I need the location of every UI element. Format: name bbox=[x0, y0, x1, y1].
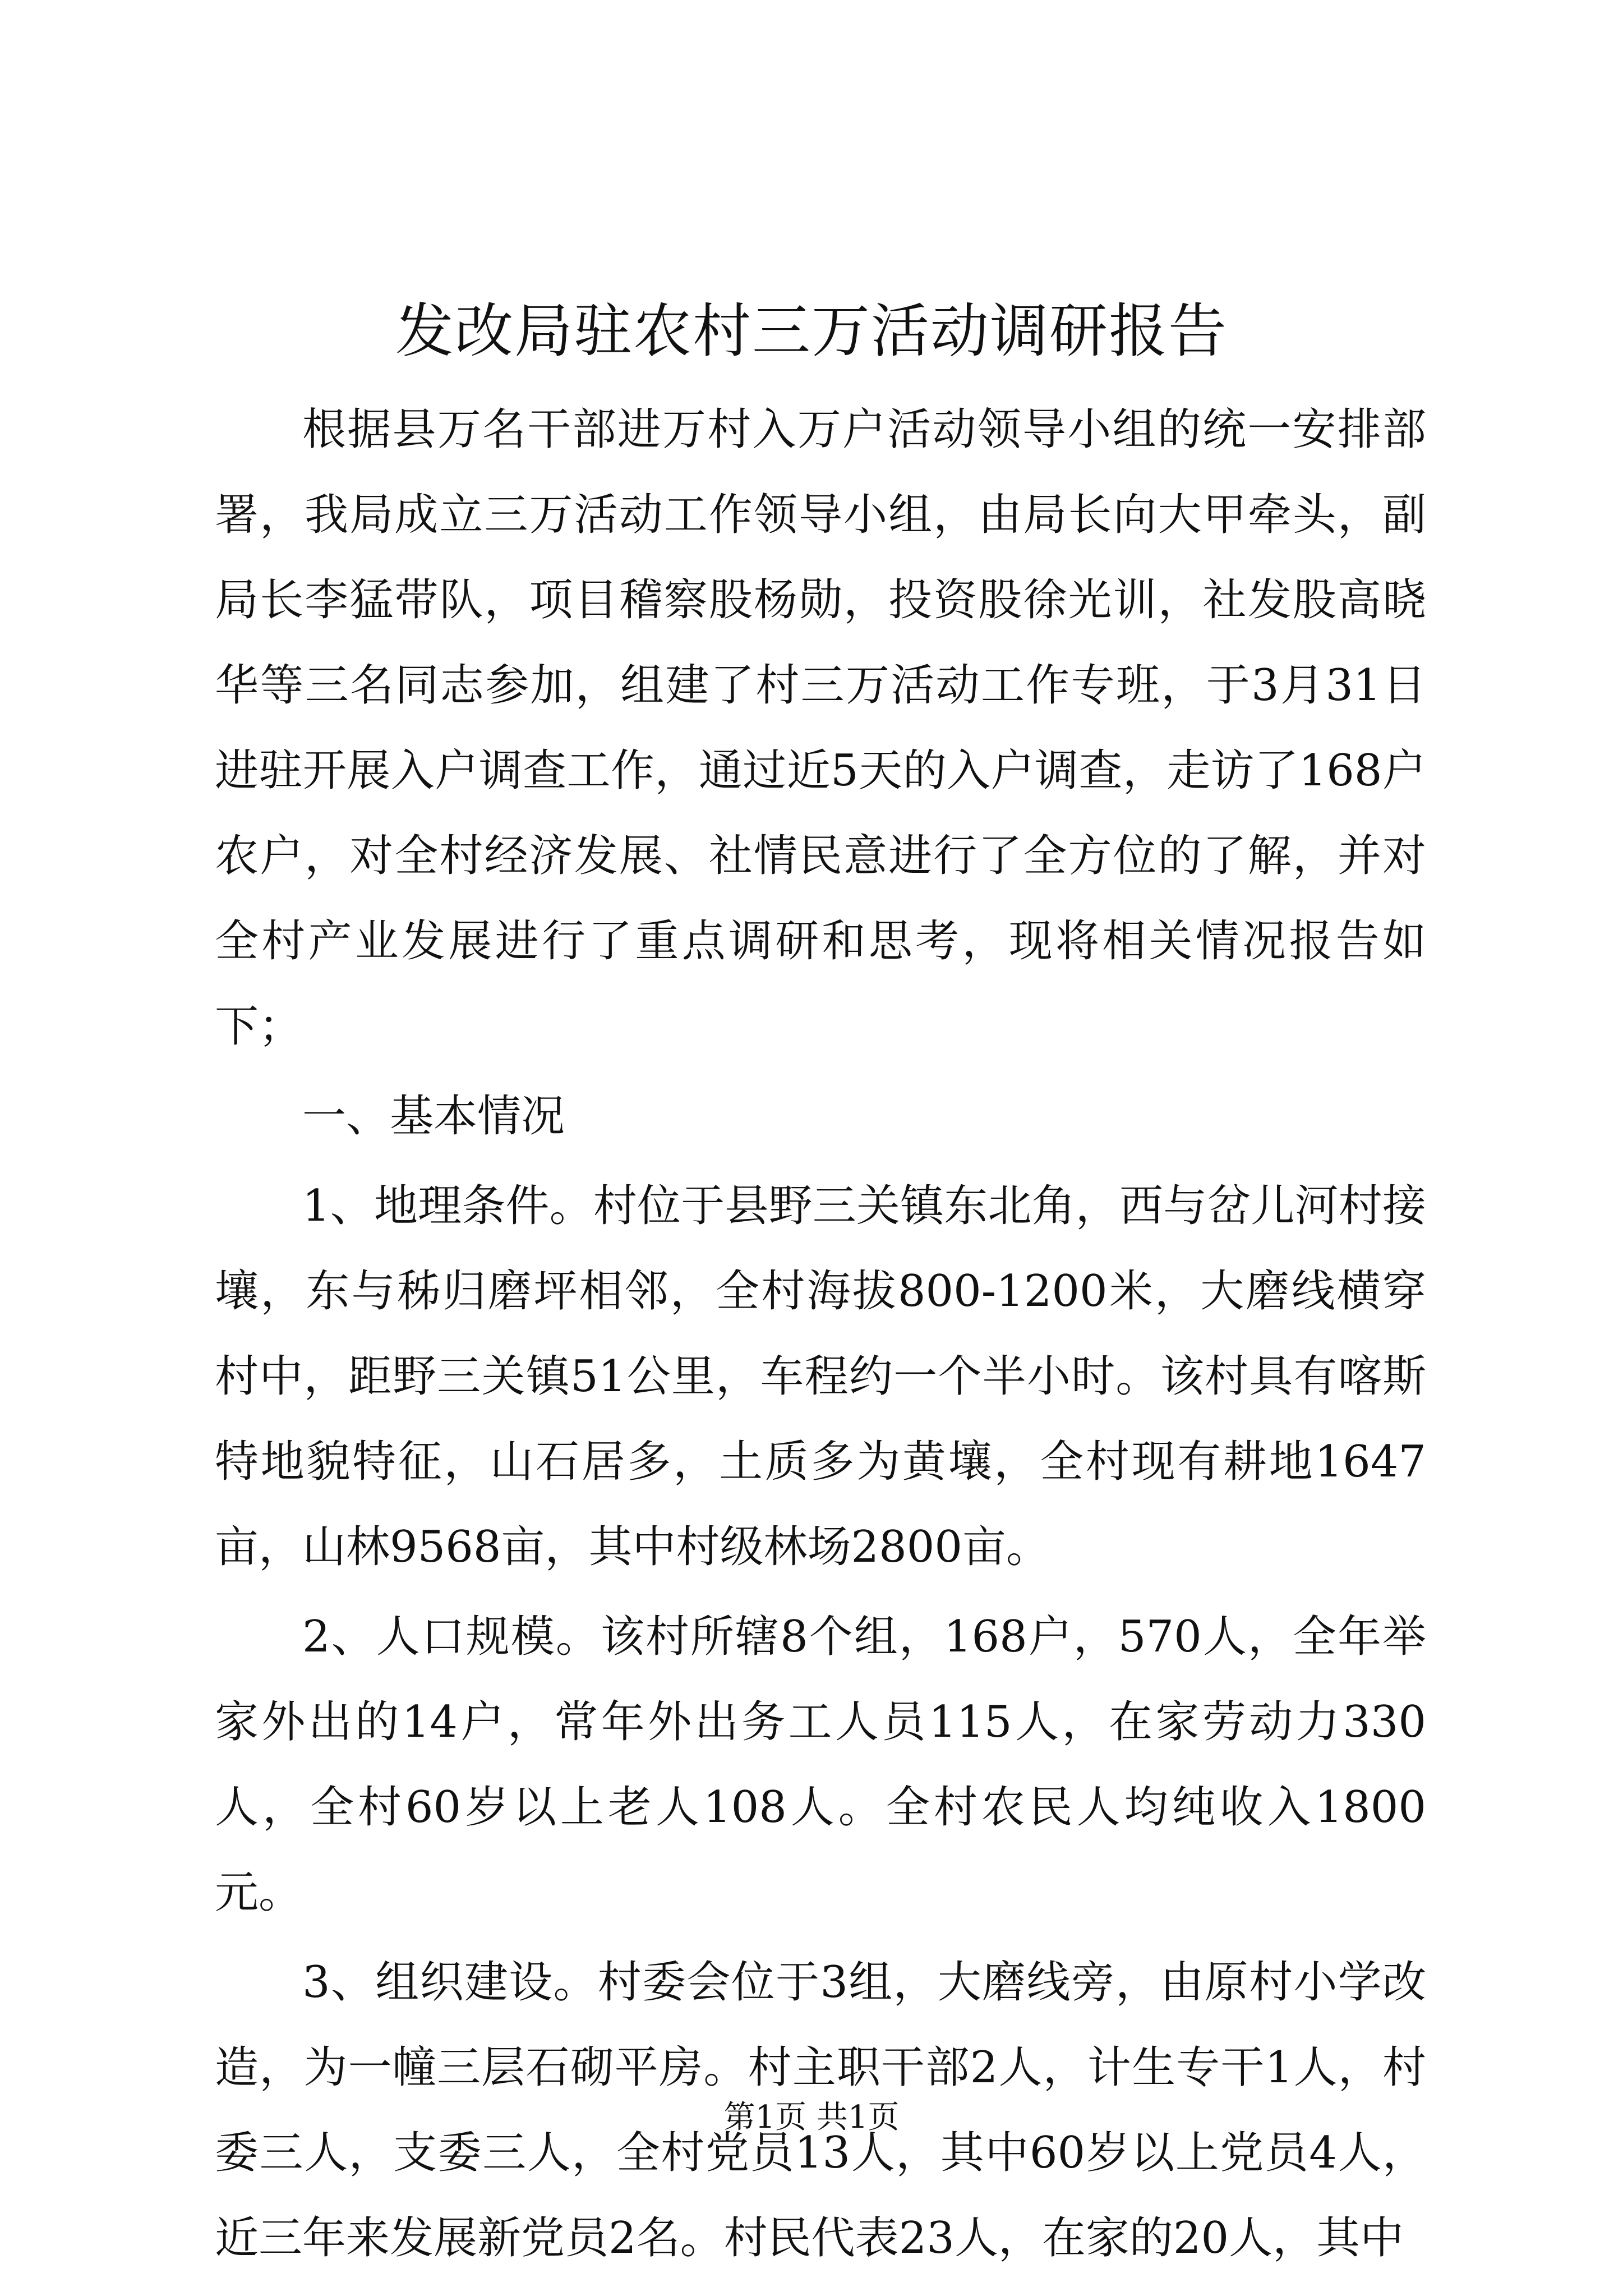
section-heading-basic-situation: 一、基本情况 bbox=[302, 1091, 565, 1142]
paragraph-geography: 1、地理条件。村位于县野三关镇东北角，西与岔儿河村接壤，东与秭归磨坪相邻，全村海拔800-1200米，大磨线横穿村中，距野三关镇51公里，车程约一个半小时。该村具有喀斯特地貌特征，山石居多，土质多为黄壤，全村现有耕地1647亩，山林9568亩，其中村级林场2800亩。 bbox=[215, 1181, 1426, 1572]
page-footer: 第1页 共1页 bbox=[723, 2099, 900, 2136]
paragraph-intro: 根据县万名干部进万村入万户活动领导小组的统一安排部署，我局成立三万活动工作领导小组，由局长向大甲牵头，副局长李猛带队，项目稽察股杨勋，投资股徐光训，社发股高晓华等三名同志参加，组建了村三万活动工作专班，于3月31日进驻开展入户调查工作，通过近5天的入户调查，走访了168户农户，对全村经济发展、社情民意进行了全方位的了解，并对全村产业发展进行了重点调研和思考，现将相关情况报告如下； bbox=[215, 404, 1426, 1052]
document-body bbox=[215, 387, 1426, 2281]
document-title: 发改局驻农村三万活动调研报告 bbox=[395, 297, 1228, 365]
paragraph-population: 2、人口规模。该村所辖8个组，168户，570人，全年举家外出的14户，常年外出务工人员115人，在家劳动力330人，全村60岁以上老人108人。全村农民人均纯收入1800元。 bbox=[215, 1612, 1426, 1918]
paragraph-organization: 3、组织建设。村委会位于3组，大磨线旁，由原村小学改造，为一幢三层石砌平房。村主职干部2人，计生专干1人，村委三人，支委三人，全村党员13人，其中60岁以上党员4人，近三年来发展新党员2名。村民代表23人，在家的20人，其中 bbox=[215, 1957, 1426, 2263]
